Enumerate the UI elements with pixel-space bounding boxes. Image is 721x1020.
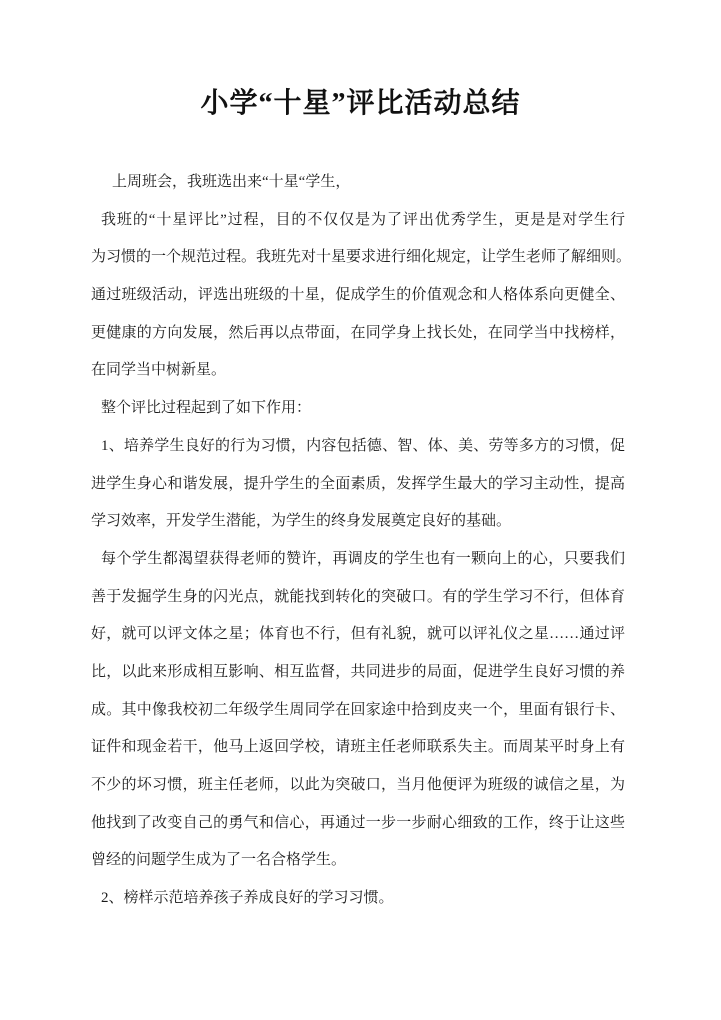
text-line: 为习惯的一个规范过程。我班先对十星要求进行细化规定，让学生老师了解细则。: [91, 249, 632, 266]
paragraph: [91, 164, 625, 202]
text-line: 更健康的方向发展，然后再以点带面，在同学身上找长处，在同学当中找榜样，: [91, 324, 625, 341]
text-line: 我班的“十星评比”过程，目的不仅仅是为了评出优秀学生，更是是对学生行: [101, 211, 625, 228]
paragraph: [91, 541, 625, 880]
text-line: 证件和现金若干，他马上返回学校，请班主任老师联系失主。而周某平时身上有: [91, 739, 625, 756]
paragraph: [91, 428, 625, 541]
text-line: 2、榜样示范培养孩子养成良好的学习习惯。: [101, 890, 394, 907]
text-line: 比，以此来形成相互影响、相互监督，共同进步的局面，促进学生良好习惯的养: [91, 663, 625, 680]
text-line: 成。其中像我校初二年级学生周同学在回家途中拾到皮夹一个，里面有银行卡、: [91, 701, 625, 718]
text-line: 学习效率，开发学生潜能，为学生的终身发展奠定良好的基础。: [91, 513, 512, 530]
text-line: 曾经的问题学生成为了一名合格学生。: [91, 852, 347, 869]
paragraph: [91, 202, 632, 390]
text-line: 整个评比过程起到了如下作用：: [101, 400, 312, 417]
text-line: 上周班会，我班选出来“十星“学生，: [112, 174, 351, 190]
paragraph: [91, 880, 625, 918]
paragraph: [91, 390, 625, 428]
text-line: 1、培养学生良好的行为习惯，内容包括德、智、体、美、劳等多方的习惯，促: [101, 437, 625, 454]
text-line: 在同学当中树新星。: [91, 362, 227, 379]
document-title: 小学“十星”评比活动总结: [200, 88, 521, 119]
document-body: [91, 164, 632, 918]
text-line: 通过班级活动，评选出班级的十星，促成学生的价值观念和人格体系向更健全、: [91, 287, 625, 304]
text-line: 每个学生都渴望获得老师的赞许，再调皮的学生也有一颗向上的心，只要我们: [101, 550, 625, 567]
text-line: 好，就可以评文体之星；体育也不行，但有礼貌，就可以评礼仪之星……通过评: [91, 626, 625, 643]
text-line: 不少的坏习惯，班主任老师，以此为突破口，当月他便评为班级的诚信之星，为: [91, 777, 625, 793]
text-line: 善于发掘学生身的闪光点，就能找到转化的突破口。有的学生学习不行，但体育: [91, 588, 625, 605]
text-line: 进学生身心和谐发展，提升学生的全面素质，发挥学生最大的学习主动性，提高: [91, 475, 625, 492]
text-line: 他找到了改变自己的勇气和信心，再通过一步一步耐心细致的工作，终于让这些: [91, 814, 625, 831]
